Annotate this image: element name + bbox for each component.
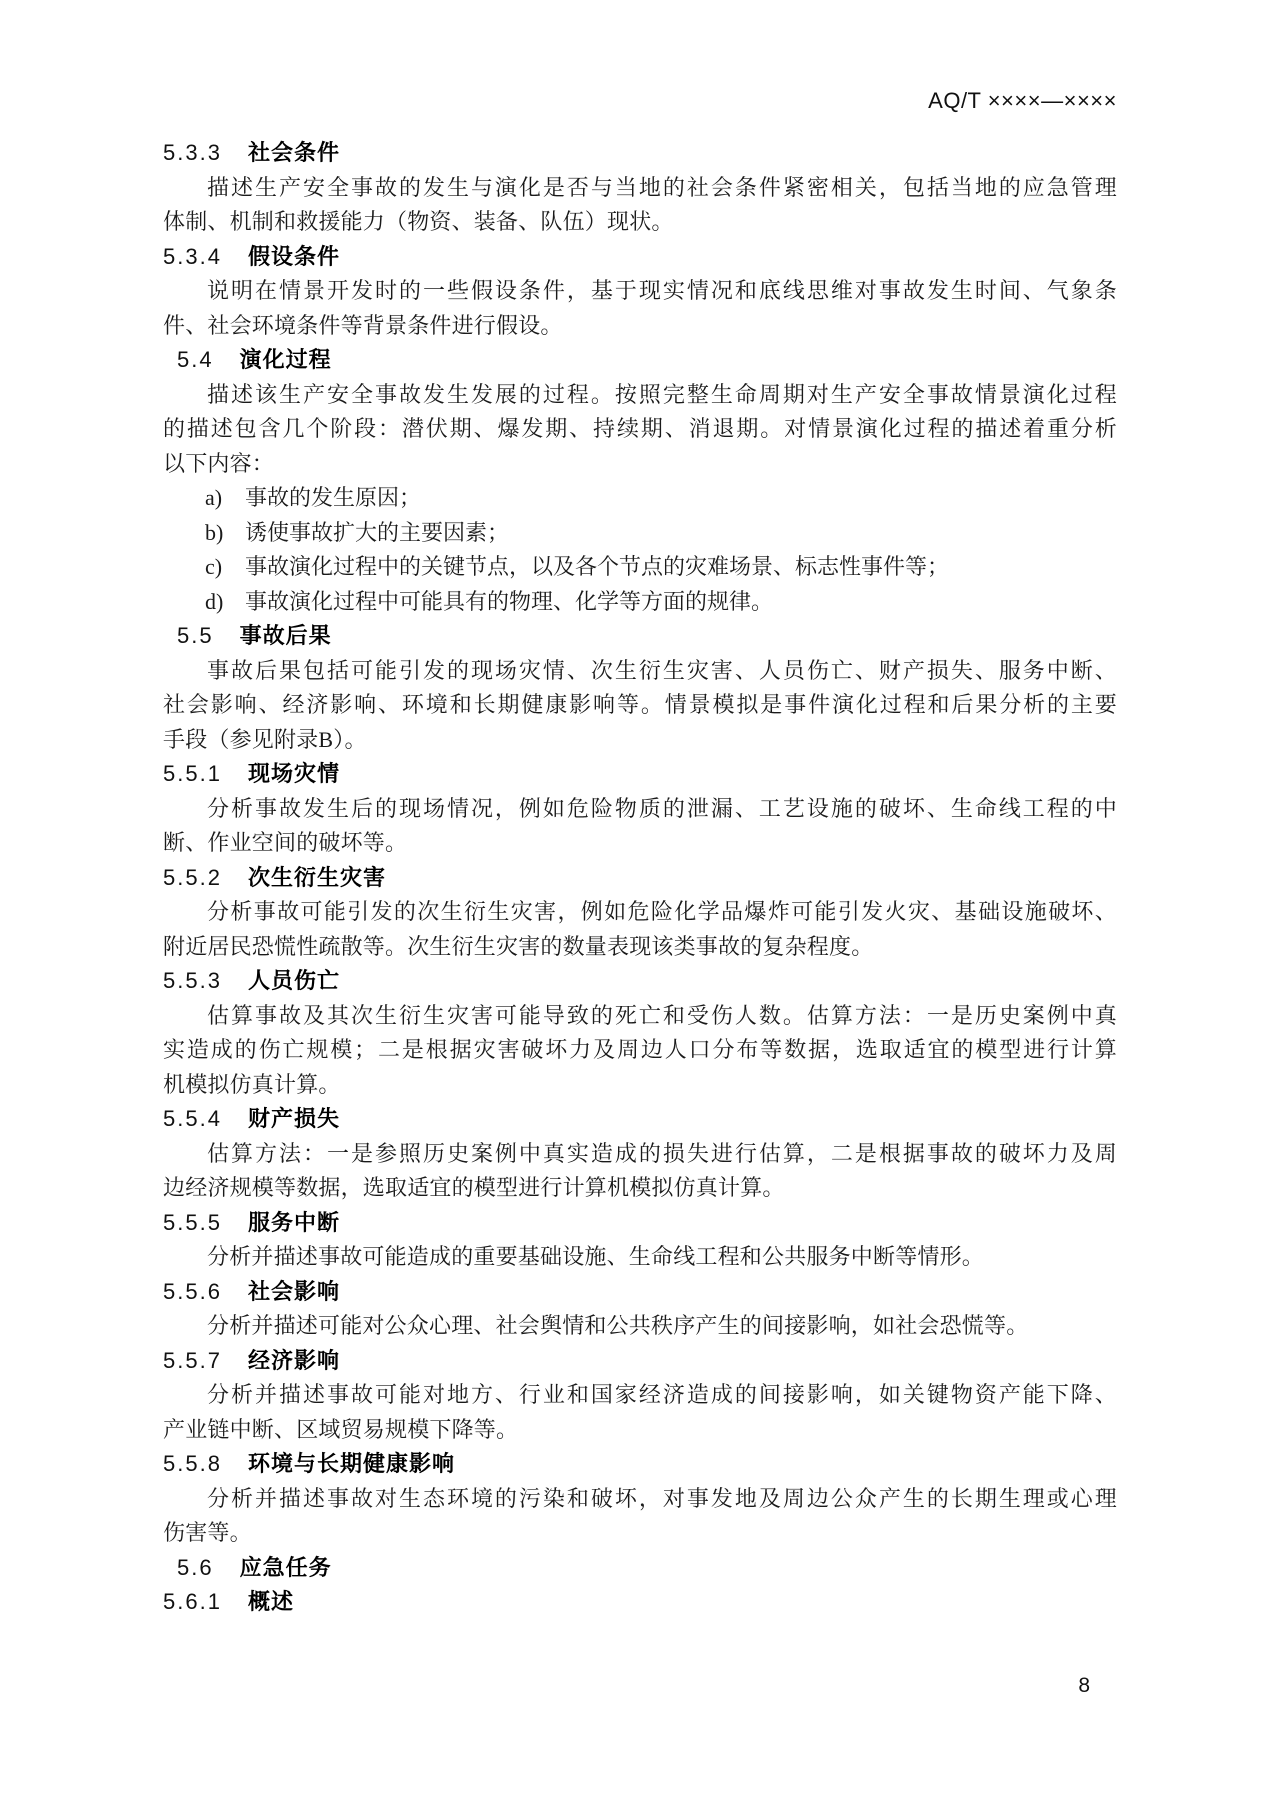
section-heading-5.5.2 (163, 861, 1117, 896)
page-number: 8 (1078, 1674, 1090, 1697)
section-title: 环境与长期健康影响 (247, 1451, 455, 1476)
section-number: 5.5.6 (163, 1278, 222, 1304)
section-title: 财产损失 (247, 1106, 340, 1131)
paragraph-line: 伤害等。 (163, 1520, 252, 1545)
paragraph-line: 手段（参见附录B）。 (163, 726, 367, 752)
list-item-c (163, 550, 1117, 585)
section-title: 人员伤亡 (247, 968, 340, 993)
section-number: 5.6 (177, 1554, 214, 1580)
section-heading-5.5.8 (163, 1447, 1117, 1482)
paragraph-line: 边经济规模等数据，选取适宜的模型进行计算机模拟仿真计算。 (163, 1175, 785, 1200)
section-heading-5.5.7 (163, 1344, 1117, 1379)
paragraph-line: 分析并描述事故可能造成的重要基础设施、生命线工程和公共服务中断等情形。 (207, 1244, 985, 1269)
paragraph-line: 描述该生产安全事故发生发展的过程。按照完整生命周期对生产安全事故情景演化过程 (207, 381, 1117, 407)
section-title: 现场灾情 (247, 761, 340, 786)
list-text: 诱使事故扩大的主要因素； (245, 519, 510, 545)
paragraph-line: 估算事故及其次生衍生灾害可能导致的死亡和受伤人数。估算方法：一是历史案例中真 (207, 1002, 1117, 1028)
section-number: 5.5.5 (163, 1209, 222, 1235)
section-title: 假设条件 (247, 243, 340, 269)
list-marker: b) (205, 519, 224, 545)
paragraph-line: 实造成的伤亡规模；二是根据灾害破坏力及周边人口分布等数据，选取适宜的模型进行计算 (163, 1037, 1117, 1062)
paragraph-line: 说明在情景开发时的一些假设条件，基于现实情况和底线思维对事故发生时间、气象条 (207, 278, 1117, 303)
paragraph-line: 分析并描述事故可能对地方、行业和国家经济造成的间接影响，如关键物资产能下降、 (207, 1382, 1117, 1407)
section-title: 服务中断 (247, 1209, 340, 1235)
section-heading-5.3.3 (163, 136, 1117, 171)
section-number: 5.4 (177, 347, 214, 372)
page-footer (1078, 1674, 1090, 1698)
section-heading-5.3.4 (163, 240, 1117, 275)
section-title: 经济影响 (247, 1347, 340, 1373)
section-number: 5.3.4 (163, 243, 222, 269)
section-heading-5.5.3 (163, 964, 1117, 999)
section-heading-5.5.4 (163, 1102, 1117, 1137)
paragraph-line: 分析事故发生后的现场情况，例如危险物质的泄漏、工艺设施的破坏、生命线工程的中 (207, 795, 1117, 821)
document-content (163, 136, 1117, 1620)
paragraph-line: 分析事故可能引发的次生衍生灾害，例如危险化学品爆炸可能引发火灾、基础设施破坏、 (207, 899, 1117, 924)
section-number: 5.6.1 (163, 1589, 222, 1614)
section-number: 5.5.8 (163, 1451, 222, 1476)
paragraph-line: 产业链中断、区域贸易规模下降等。 (163, 1416, 519, 1442)
section-title: 事故后果 (239, 623, 332, 648)
list-item-d (163, 585, 1117, 620)
section-title: 社会影响 (247, 1278, 340, 1304)
section-number: 5.5 (177, 623, 214, 648)
paragraph-line: 以下内容： (163, 450, 275, 476)
doc-number: AQ/T ××××—×××× (928, 88, 1117, 113)
section-number: 5.5.1 (163, 761, 222, 786)
list-marker: c) (205, 554, 223, 579)
paragraph-line: 描述生产安全事故的发生与演化是否与当地的社会条件紧密相关，包括当地的应急管理 (207, 174, 1117, 200)
section-heading-5.4 (163, 343, 1117, 378)
paragraph-line: 分析并描述事故对生态环境的污染和破坏，对事发地及周边公众产生的长期生理或心理 (207, 1485, 1117, 1511)
section-title: 社会条件 (247, 140, 340, 165)
list-text: 事故的发生原因； (245, 485, 422, 510)
section-number: 5.3.3 (163, 140, 222, 165)
section-heading-5.5.6 (163, 1275, 1117, 1310)
section-number: 5.5.4 (163, 1106, 222, 1131)
paragraph-line: 件、社会环境条件等背景条件进行假设。 (163, 312, 563, 338)
paragraph-line: 体制、机制和救援能力（物资、装备、队伍）现状。 (163, 209, 674, 234)
list-text: 事故演化过程中的关键节点，以及各个节点的灾难场景、标志性事件等； (245, 554, 950, 579)
list-item-b (163, 516, 1117, 551)
section-title: 次生衍生灾害 (247, 864, 386, 890)
paragraph-line: 的描述包含几个阶段：潜伏期、爆发期、持续期、消退期。对情景演化过程的描述着重分析 (163, 416, 1117, 441)
paragraph-line: 估算方法：一是参照历史案例中真实造成的损失进行估算，二是根据事故的破坏力及周 (207, 1140, 1117, 1166)
list-item-a (163, 481, 1117, 516)
section-number: 5.5.3 (163, 968, 222, 993)
section-heading-5.5 (163, 619, 1117, 654)
paragraph-line: 机模拟仿真计算。 (163, 1071, 341, 1097)
section-number: 5.5.7 (163, 1347, 222, 1373)
list-marker: a) (205, 485, 223, 510)
list-marker: d) (205, 588, 224, 614)
section-heading-5.5.1 (163, 757, 1117, 792)
paragraph-line: 事故后果包括可能引发的现场灾情、次生衍生灾害、人员伤亡、财产损失、服务中断、 (207, 657, 1117, 683)
paragraph-line: 社会影响、经济影响、环境和长期健康影响等。情景模拟是事件演化过程和后果分析的主要 (163, 692, 1117, 717)
section-heading-5.6.1 (163, 1585, 1117, 1620)
paragraph-line: 断、作业空间的破坏等。 (163, 830, 408, 855)
paragraph-line: 分析并描述可能对公众心理、社会舆情和公共秩序产生的间接影响，如社会恐慌等。 (207, 1313, 1029, 1338)
section-heading-5.6 (163, 1551, 1117, 1586)
section-heading-5.5.5 (163, 1206, 1117, 1241)
list-text: 事故演化过程中可能具有的物理、化学等方面的规律。 (245, 588, 774, 614)
paragraph-line: 附近居民恐慌性疏散等。次生衍生灾害的数量表现该类事故的复杂程度。 (163, 933, 874, 959)
section-title: 概述 (247, 1589, 294, 1614)
section-number: 5.5.2 (163, 864, 222, 890)
section-title: 应急任务 (239, 1554, 332, 1580)
section-title: 演化过程 (239, 347, 332, 372)
page-header (928, 88, 1117, 114)
